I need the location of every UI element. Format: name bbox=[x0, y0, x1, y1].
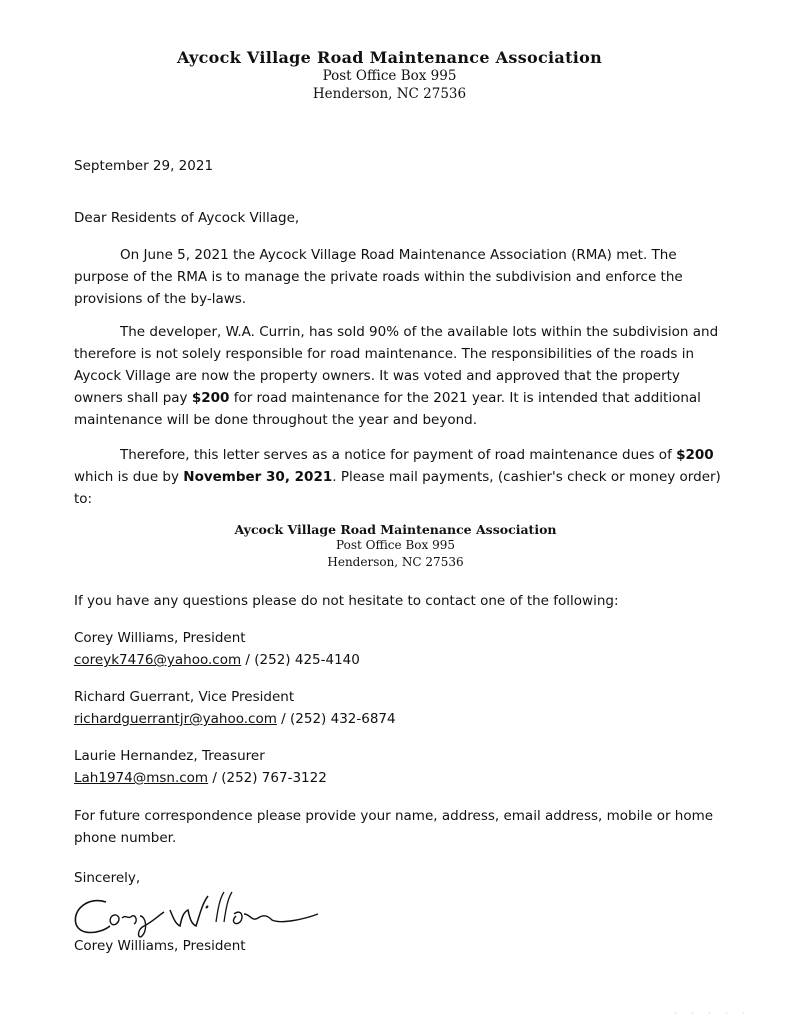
association-name: Aycock Village Road Maintenance Association bbox=[176, 48, 603, 67]
dues-amount: $200 bbox=[191, 390, 230, 406]
contact-email-link[interactable]: richardguerrantjr@yahoo.com bbox=[74, 711, 277, 727]
paragraph-meeting: On June 5, 2021 the Aycock Village Road Maintenance Association (RMA) met. The purpose of the RMA is to manage the private roads within the subdivision and enforce the provisions of the by-laws. bbox=[74, 247, 683, 307]
contact-president bbox=[74, 627, 360, 671]
future-correspondence-text: For future correspondence please provide your name, address, email address, mobile or home phone number. bbox=[74, 808, 714, 846]
contact-phone: / (252) 425-4140 bbox=[241, 652, 360, 668]
paragraph-payment-notice bbox=[74, 444, 724, 510]
payment-text-c: . Please mail payments, (cashier's check or money order) to: bbox=[74, 469, 721, 507]
questions-text: If you have any questions please do not hesitate to contact one of the following: bbox=[74, 593, 619, 609]
payment-text-a: Therefore, this letter serves as a notice for payment of road maintenance dues of bbox=[120, 447, 677, 463]
handwritten-signature bbox=[66, 880, 366, 940]
contact-phone: / (252) 767-3122 bbox=[208, 770, 327, 786]
letterhead-city: Henderson, NC 27536 bbox=[312, 86, 467, 102]
mailing-address-po-box: Post Office Box 995 bbox=[336, 538, 455, 552]
paragraph-responsibility bbox=[74, 321, 724, 431]
mailing-address bbox=[0, 522, 791, 571]
letterhead bbox=[0, 48, 791, 103]
due-date: November 30, 2021 bbox=[183, 469, 333, 485]
closing: Sincerely, bbox=[74, 870, 141, 886]
payment-amount: $200 bbox=[676, 447, 714, 463]
contact-email-link[interactable]: coreyk7476@yahoo.com bbox=[74, 652, 242, 668]
contact-title: Corey Williams, President bbox=[74, 630, 246, 646]
mailing-address-city: Henderson, NC 27536 bbox=[327, 555, 464, 569]
contact-title: Laurie Hernandez, Treasurer bbox=[74, 748, 265, 764]
contact-phone: / (252) 432-6874 bbox=[276, 711, 396, 727]
paragraph-responsibility-text-a: The developer, W.A. Currin, has sold 90% of the available lots within the subdivision and therefore is not solely responsible for road maintenance. The responsibilities of the roads in Aycock Village are now the property owners. It was voted and approved that the property owners shall pay bbox=[74, 324, 719, 406]
mailing-address-name: Aycock Village Road Maintenance Association bbox=[234, 522, 557, 537]
payment-text-b: which is due by bbox=[74, 469, 184, 485]
contact-treasurer bbox=[74, 745, 327, 789]
scan-specks: · · · · · bbox=[674, 1009, 751, 1018]
salutation: Dear Residents of Aycock Village, bbox=[74, 210, 300, 226]
letterhead-po-box: Post Office Box 995 bbox=[322, 68, 457, 84]
signer-name: Corey Williams, President bbox=[74, 938, 246, 954]
contact-email-link[interactable]: Lah1974@msn.com bbox=[74, 770, 209, 786]
letter-date: September 29, 2021 bbox=[74, 158, 214, 174]
paragraph-responsibility-text-b: for road maintenance for the 2021 year. It is intended that additional maintenance will be done throughout the year and beyond. bbox=[74, 390, 701, 428]
contact-title: Richard Guerrant, Vice President bbox=[74, 689, 295, 705]
contact-vice-president bbox=[74, 686, 396, 730]
